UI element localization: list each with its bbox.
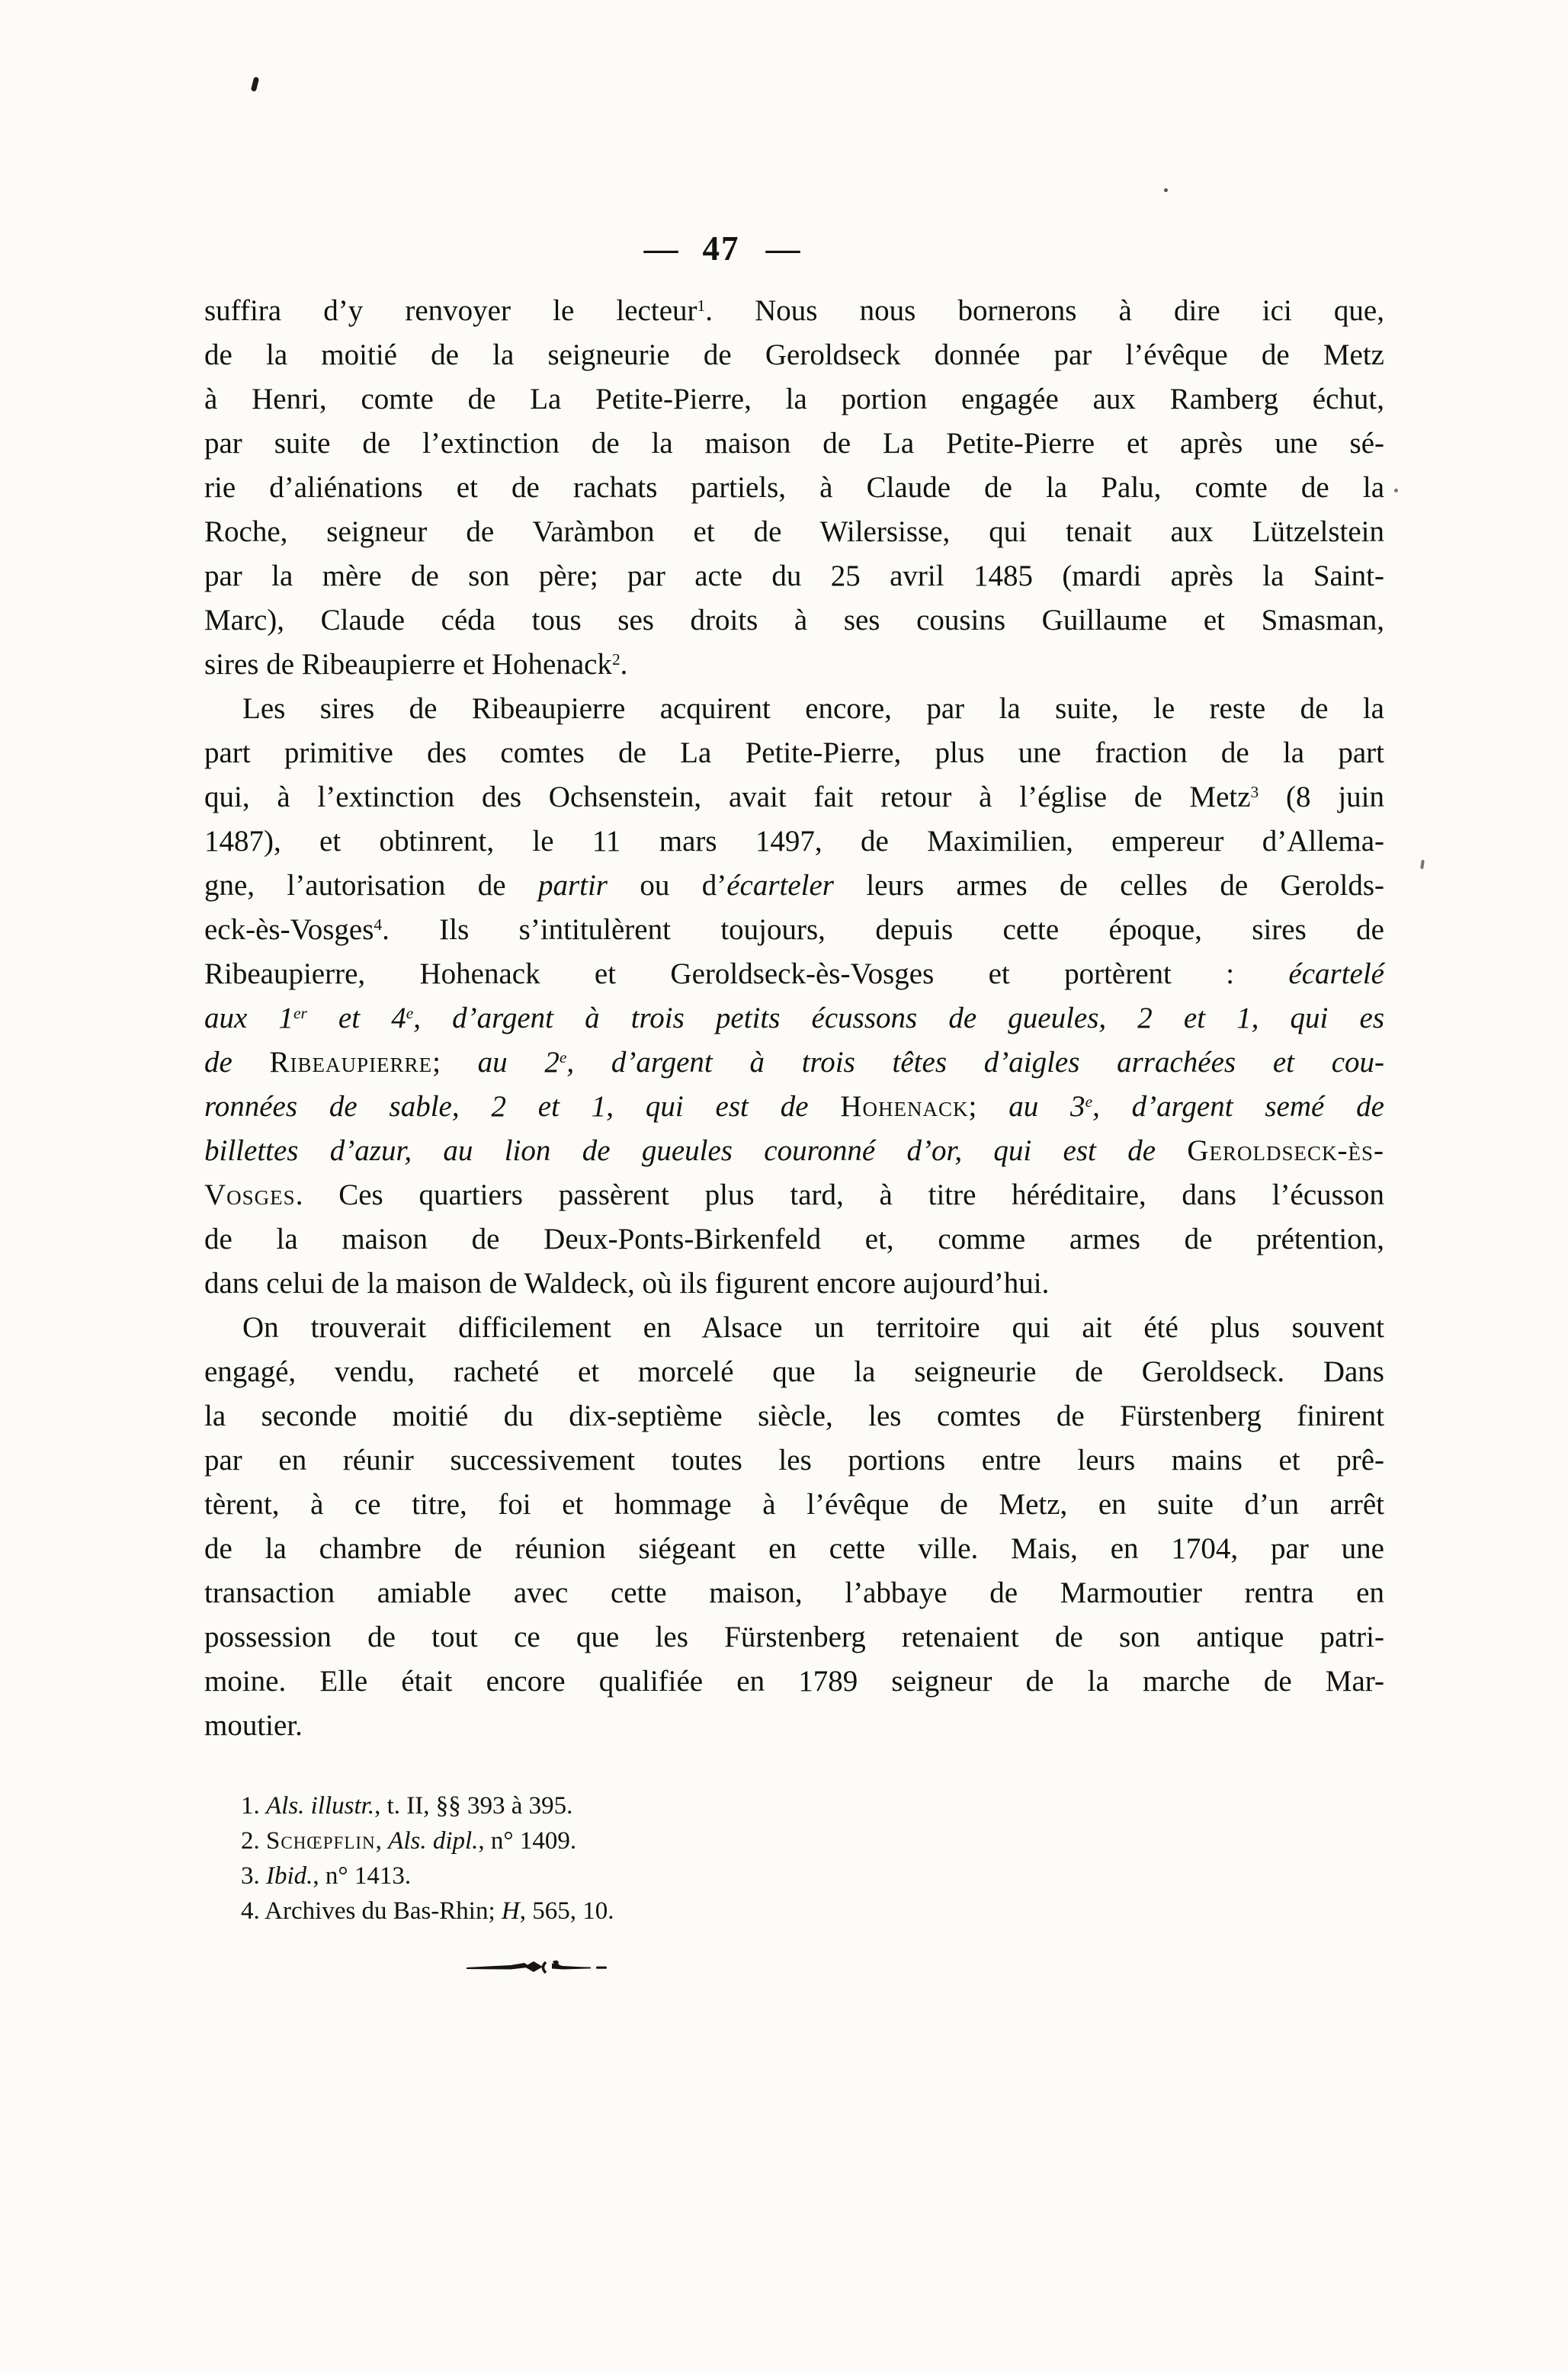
text-line: aux 1er et 4e, d’argent à trois petits écussons de gueules, 2 et 1, qui es xyxy=(204,1002,1384,1034)
text-line: à Henri, comte de La Petite-Pierre, la portion engagée aux Ramberg échut, xyxy=(204,383,1384,415)
text-line: ronnées de sable, 2 et 1, qui est de Hohenack; au 3e, d’argent semé de xyxy=(204,1090,1384,1123)
text-line: Roche, seigneur de Varàmbon et de Wilersisse, qui tenait aux Lützelstein xyxy=(204,515,1384,548)
text-line: Les sires de Ribeaupierre acquirent encore, par la suite, le reste de la xyxy=(242,692,1384,725)
text-line: de la maison de Deux-Ponts-Birkenfeld et, comme armes de prétention, xyxy=(204,1223,1384,1255)
scan-speck xyxy=(1164,188,1168,192)
scan-speck xyxy=(1420,860,1425,869)
text-line: Marc), Claude céda tous ses droits à ses cousins Guillaume et Smasman, xyxy=(204,604,1384,637)
text-line: possession de tout ce que les Fürstenberg retenaient de son antique patri- xyxy=(204,1621,1384,1653)
text-line: de Ribeaupierre; au 2e, d’argent à trois têtes d’aigles arrachées et cou- xyxy=(204,1046,1385,1079)
text-line: par suite de l’extinction de la maison de La Petite-Pierre et après une sé- xyxy=(204,427,1384,460)
text-line: On trouverait difficilement en Alsace un territoire qui ait été plus souvent xyxy=(242,1311,1384,1344)
footnote-line: 4. Archives du Bas-Rhin; H, 565, 10. xyxy=(241,1897,614,1925)
text-line: gne, l’autorisation de partir ou d’écarteler leurs armes de celles de Gerolds- xyxy=(204,869,1384,902)
scan-speck xyxy=(251,76,259,91)
text-line: sires de Ribeaupierre et Hohenack$^2$. xyxy=(204,648,628,681)
text-line: Vosges. Ces quartiers passèrent plus tard, à titre héréditaire, dans l’écusson xyxy=(204,1178,1384,1211)
text-line: suffira d’y renvoyer le lecteur$^1$. Nous nous bornerons à dire ici que, xyxy=(204,294,1384,327)
text-line: de la moitié de la seigneurie de Geroldseck donnée par l’évêque de Metz xyxy=(204,338,1384,371)
text-line: rie d’aliénations et de rachats partiels, à Claude de la Palu, comte de la xyxy=(204,471,1384,504)
tailpiece-ornament xyxy=(467,1956,611,1979)
footnotes xyxy=(241,1788,1369,1929)
text-line: par la mère de son père; par acte du 25 avril 1485 (mardi après la Saint- xyxy=(204,560,1384,592)
text-line: moutier. xyxy=(204,1709,303,1742)
page-number-dash-right: — xyxy=(765,229,799,268)
text-line: dans celui de la maison de Waldeck, où ils figurent encore aujourd’hui. xyxy=(204,1267,1050,1300)
text-line: Ribeaupierre, Hohenack et Geroldseck-ès-Vosges et portèrent : écartelé xyxy=(204,957,1384,990)
text-line: la seconde moitié du dix-septième siècle, les comtes de Fürstenberg finirent xyxy=(204,1400,1384,1432)
text-line: par en réunir successivement toutes les portions entre leurs mains et prê- xyxy=(204,1444,1384,1477)
footnote-line: 2. Schœpflin, Als. dipl., n° 1409. xyxy=(241,1827,577,1855)
text-line: qui, à l’extinction des Ochsenstein, avait fait retour à l’église de Metz$^3$ (8 juin xyxy=(204,781,1384,813)
text-line: transaction amiable avec cette maison, l’abbaye de Marmoutier rentra en xyxy=(204,1576,1384,1609)
scan-speck xyxy=(1394,489,1398,492)
text-line: moine. Elle était encore qualifiée en 1789 seigneur de la marche de Mar- xyxy=(204,1665,1384,1698)
page-header xyxy=(0,229,1442,268)
text-line: 1487), et obtinrent, le 11 mars 1497, de Maximilien, empereur d’Allema- xyxy=(204,825,1384,858)
footnote-line: 3. Ibid., n° 1413. xyxy=(241,1862,412,1890)
body-text xyxy=(204,289,1384,1748)
text-line: engagé, vendu, racheté et morcelé que la seigneurie de Geroldseck. Dans xyxy=(204,1355,1384,1388)
footnote-line: 1. Als. illustr., t. II, §§ 393 à 395. xyxy=(241,1792,573,1820)
text-line: billettes d’azur, au lion de gueules couronné d’or, qui est de Geroldseck-ès- xyxy=(204,1134,1384,1167)
text-line: de la chambre de réunion siégeant en cette ville. Mais, en 1704, par une xyxy=(204,1532,1384,1565)
page-number-dash-left: — xyxy=(643,229,677,268)
page-number: 47 xyxy=(702,229,740,268)
text-line: tèrent, à ce titre, foi et hommage à l’évêque de Metz, en suite d’un arrêt xyxy=(204,1488,1384,1521)
text-line: eck-ès-Vosges$^4$. Ils s’intitulèrent toujours, depuis cette époque, sires de xyxy=(204,913,1384,946)
text-line: part primitive des comtes de La Petite-Pierre, plus une fraction de la part xyxy=(204,736,1384,769)
